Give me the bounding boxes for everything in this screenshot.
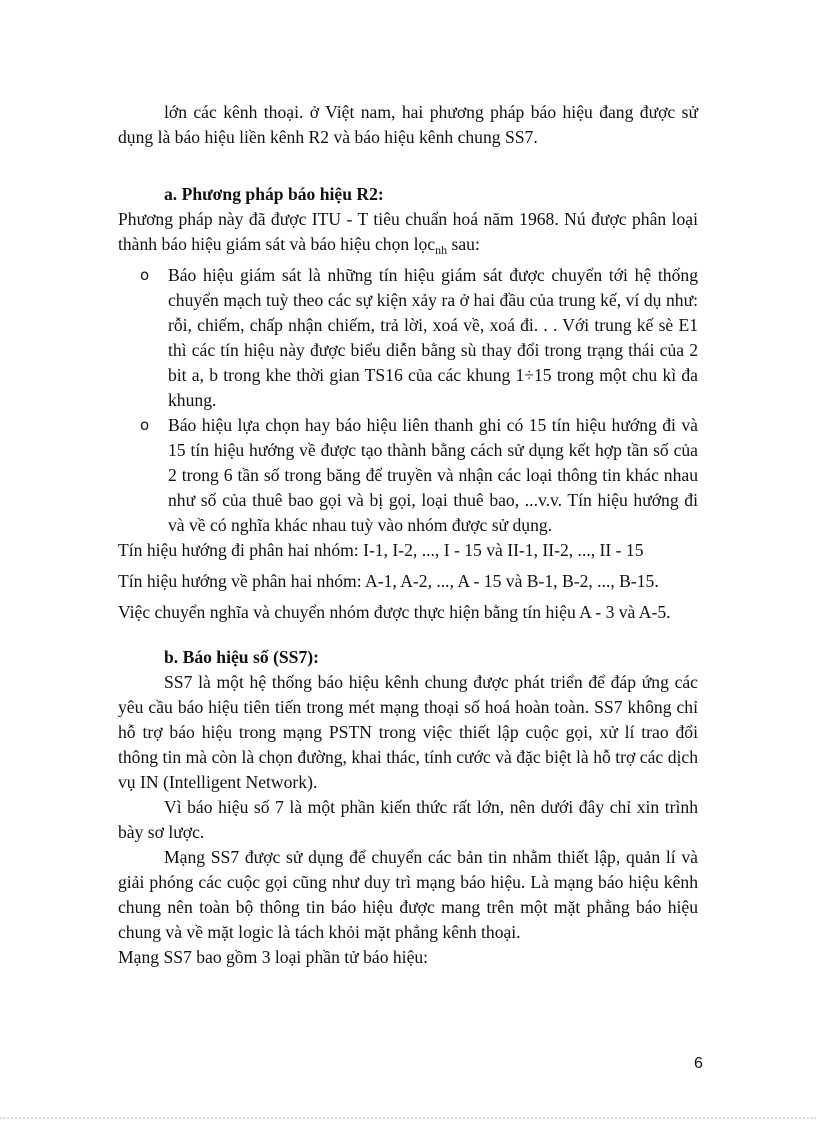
section-a-bullet-list <box>118 263 698 538</box>
section-a-lead-tail: sau: <box>447 234 480 254</box>
section-b-closing: Mạng SS7 bao gồm 3 loại phần tử báo hiệu: <box>118 947 429 967</box>
page-number: 6 <box>694 1055 703 1072</box>
section-b-paragraph: Mạng SS7 được sử dụng để chuyển các bản tin nhằm thiết lập, quản lí và giải phóng các cuộc gọi cũng như duy trì mạng báo hiệu. Là mạng báo hiệu kênh chung nên toàn bộ thông tin báo hiệu được mang trên một mặt phẳng báo hiệu chung và về mặt logic là tách khỏi mặt phẳng kênh thoại. <box>118 847 698 942</box>
section-a-lead-text: Phương pháp này đã được ITU - T tiêu chuẩn hoá năm 1968. Nú được phân loại thành báo hiệu giám sát và báo hiệu chọn lọc <box>118 209 698 254</box>
bullet-text: Báo hiệu lựa chọn hay báo hiệu liên thanh ghi có 15 tín hiệu hướng đi và 15 tín hiệu hướng về được tạo thành bằng cách sử dụng kết hợp tần số của 2 trong 6 tần số trong băng để truyền và nhận các loại thông tin khác nhau như số của thuê bao gọi và bị gọi, loại thuê bao, ...v.v. Tín hiệu hướng đi và về có nghĩa khác nhau tuỳ vào nhóm được sử dụng. <box>168 415 698 535</box>
list-item <box>118 263 698 413</box>
list-item <box>118 413 698 538</box>
forward-signals-line: Tín hiệu hướng đi phân hai nhóm: I-1, I-2, ..., I - 15 và II-1, II-2, ..., II - 15 <box>118 540 644 560</box>
bullet-circle-icon: o <box>140 266 150 284</box>
meaning-change-line: Việc chuyển nghĩa và chuyển nhóm được thực hiện bằng tín hiệu A - 3 và A-5. <box>118 602 671 622</box>
bullet-text: Báo hiệu giám sát là những tín hiệu giám sát được chuyển tới hệ thống chuyển mạch tuỳ theo các sự kiện xảy ra ở hai đầu của trung kế, ví dụ như: rỗi, chiếm, chấp nhận chiếm, trả lời, xoá về, xoá đi. . . Với trung kế sè E1 thì các tín hiệu này được biểu diễn bằng sù thay đổi trong trạng thái của 2 bit a, b trong khe thời gian TS16 của các khung 1÷15 trong một chu kì đa khung. <box>168 265 698 410</box>
page-bottom-border <box>0 1117 816 1119</box>
section-a-heading: a. Phương pháp báo hiệu R2: <box>164 184 384 204</box>
page-body <box>118 100 698 970</box>
section-a-lead <box>118 207 698 263</box>
section-b-heading: b. Báo hiệu số (SS7): <box>164 647 319 667</box>
bullet-circle-icon: o <box>140 416 150 434</box>
section-a-lead-sub: nh <box>435 243 448 257</box>
section-b-paragraph: Vì báo hiệu số 7 là một phần kiến thức rất lớn, nên dưới đây chỉ xin trình bày sơ lược. <box>118 797 698 842</box>
backward-signals-line: Tín hiệu hướng về phân hai nhóm: A-1, A-2, ..., A - 15 và B-1, B-2, ..., B-15. <box>118 571 659 591</box>
intro-paragraph: lớn các kênh thoại. ở Việt nam, hai phương pháp báo hiệu đang được sử dụng là báo hiệu liền kênh R2 và báo hiệu kênh chung SS7. <box>118 102 698 147</box>
section-b-paragraph: SS7 là một hệ thống báo hiệu kênh chung được phát triển để đáp ứng các yêu cầu báo hiệu tiên tiến trong mét mạng thoại số hoá hoàn toàn. SS7 không chỉ hỗ trợ báo hiệu trong mạng PSTN trong việc thiết lập cuộc gọi, xử lí trao đổi thông tin mà còn là chọn đường, khai thác, tính cước và đặc biệt là hỗ trợ các dịch vụ IN (Intelligent Network). <box>118 672 698 792</box>
